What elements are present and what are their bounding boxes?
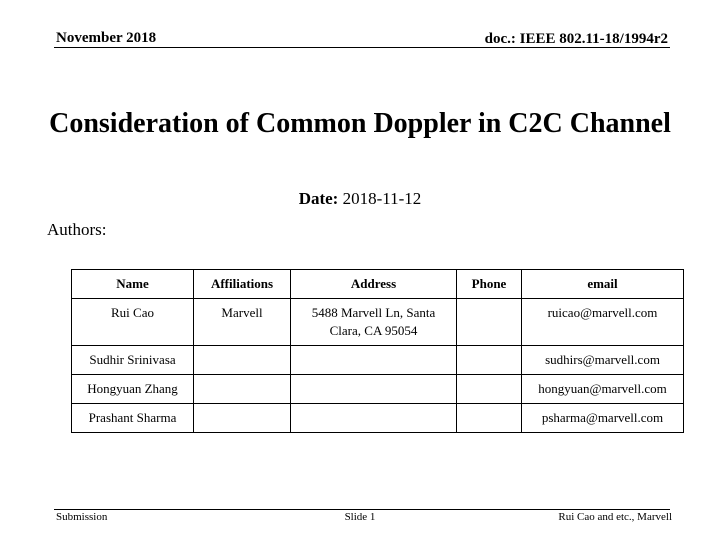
header-phone: Phone [457,270,522,299]
cell-email: psharma@marvell.com [522,404,684,433]
header-doc-id: doc.: IEEE 802.11-18/1994r2 [484,31,668,47]
footer-submission: Submission [56,511,108,523]
cell-phone [457,299,522,346]
table-row [72,346,684,375]
cell-email: hongyuan@marvell.com [522,375,684,404]
authors-label: Authors: [47,220,107,239]
table-row [72,404,684,433]
date-label: Date: [298,189,339,208]
footer-slide-number: Slide 1 [344,511,376,523]
cell-email: sudhirs@marvell.com [522,346,684,375]
header-name: Name [72,270,194,299]
header-affiliations: Affiliations [194,270,291,299]
cell-affiliations [194,375,291,404]
date-line [0,189,720,209]
cell-address: 5488 Marvell Ln, Santa Clara, CA 95054 [291,299,457,346]
cell-name: Prashant Sharma [72,404,194,433]
slide-title: Consideration of Common Doppler in C2C Channel [49,108,671,139]
cell-address [291,404,457,433]
cell-name: Hongyuan Zhang [72,375,194,404]
table-row [72,299,684,346]
header-date: November 2018 [56,30,157,46]
authors-table [71,269,684,433]
table-header-row [72,270,684,299]
cell-affiliations: Marvell [194,299,291,346]
cell-address [291,346,457,375]
header-address: Address [291,270,457,299]
footer-divider [54,509,670,510]
cell-phone [457,404,522,433]
cell-address [291,375,457,404]
header-email: email [522,270,684,299]
cell-affiliations [194,346,291,375]
header-divider [54,47,670,48]
cell-name: Rui Cao [72,299,194,346]
footer-author: Rui Cao and etc., Marvell [558,511,672,523]
cell-affiliations [194,404,291,433]
cell-phone [457,375,522,404]
cell-name: Sudhir Srinivasa [72,346,194,375]
date-value: 2018-11-12 [342,189,422,208]
table-row [72,375,684,404]
cell-phone [457,346,522,375]
cell-email: ruicao@marvell.com [522,299,684,346]
